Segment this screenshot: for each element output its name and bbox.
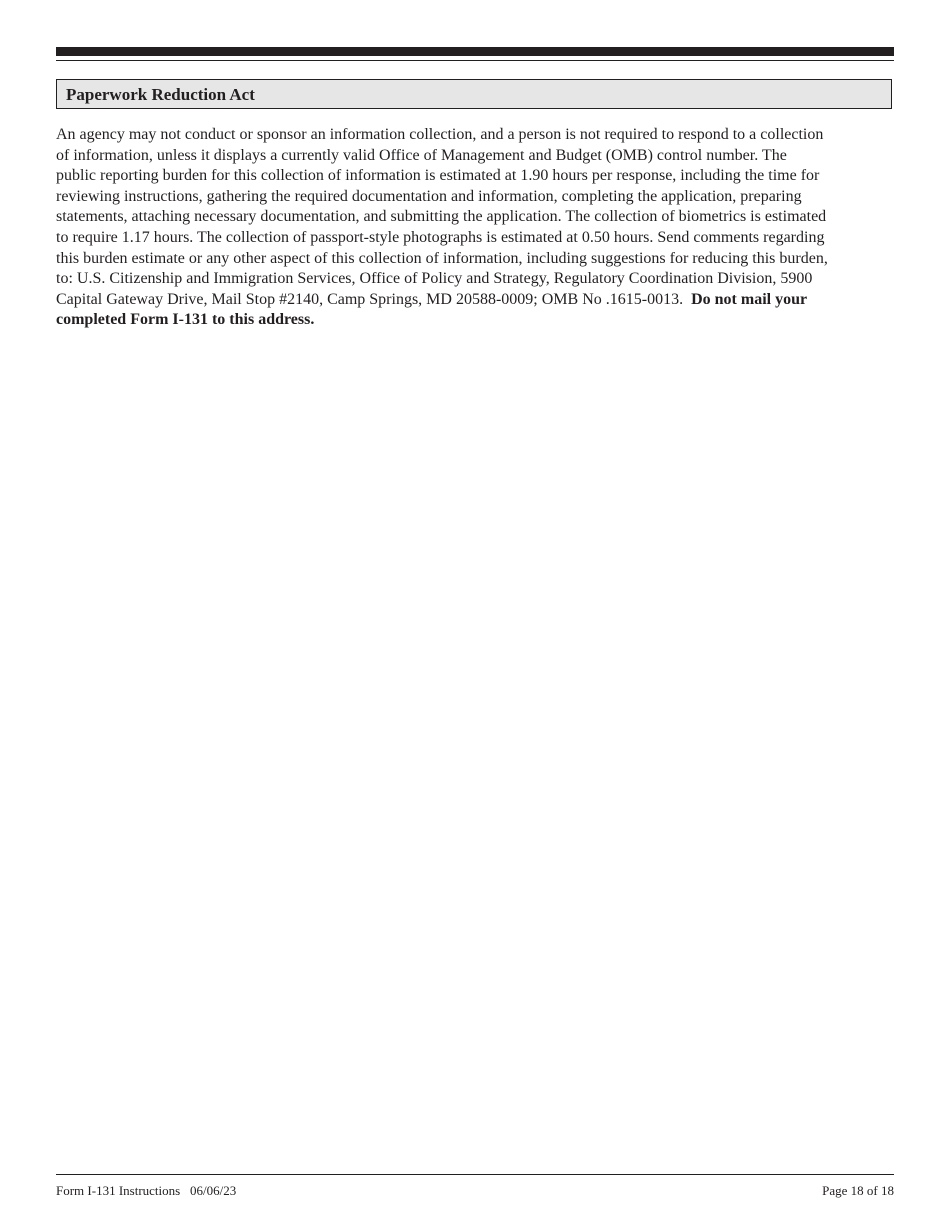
paragraph-line: to require 1.17 hours. The collection of passport-style photographs is estimated at 0.50 hours. Send comments regarding: [56, 228, 825, 246]
footer-form-name: Form I-131 Instructions: [56, 1183, 181, 1198]
paragraph-line-bold: [56, 310, 894, 331]
paragraph-line: this burden estimate or any other aspect of this collection of information, including suggestions for reducing this burden,: [56, 249, 828, 267]
do-not-mail-warning-continued: completed Form I-131 to this address.: [56, 311, 315, 329]
paragraph-line: to: U.S. Citizenship and Immigration Services, Office of Policy and Strategy, Regulatory Coordination Division, 5900: [56, 270, 813, 288]
paragraph-line: public reporting burden for this collection of information is estimated at 1.90 hours per response, including the time for: [56, 167, 820, 185]
paperwork-paragraph: [56, 125, 894, 331]
footer-form-info: [56, 1183, 236, 1199]
header-thick-rule: [56, 47, 894, 56]
paragraph-line-text: Capital Gateway Drive, Mail Stop #2140, Camp Springs, MD 20588-0009; OMB No .1615-0013.: [56, 290, 692, 308]
do-not-mail-warning: Do not mail your: [691, 290, 808, 308]
section-header-paperwork-reduction-act: [56, 79, 892, 109]
header-thin-rule: [56, 60, 894, 61]
footer-date: 06/06/23: [189, 1183, 237, 1198]
paragraph-line: of information, unless it displays a currently valid Office of Management and Budget (OMB) control number. The: [56, 146, 787, 164]
paragraph-line-with-bold: [56, 290, 894, 311]
paragraph-line: An agency may not conduct or sponsor an information collection, and a person is not required to respond to a collection: [56, 126, 824, 143]
paragraph-line: statements, attaching necessary documentation, and submitting the application. The collection of biometrics is estimated: [56, 208, 827, 226]
section-title: Paperwork Reduction Act: [66, 85, 255, 104]
paragraph-line: reviewing instructions, gathering the required documentation and information, completing the application, preparing: [56, 187, 802, 205]
footer-rule: [56, 1174, 894, 1175]
footer-page-number: Page 18 of 18: [822, 1183, 894, 1198]
